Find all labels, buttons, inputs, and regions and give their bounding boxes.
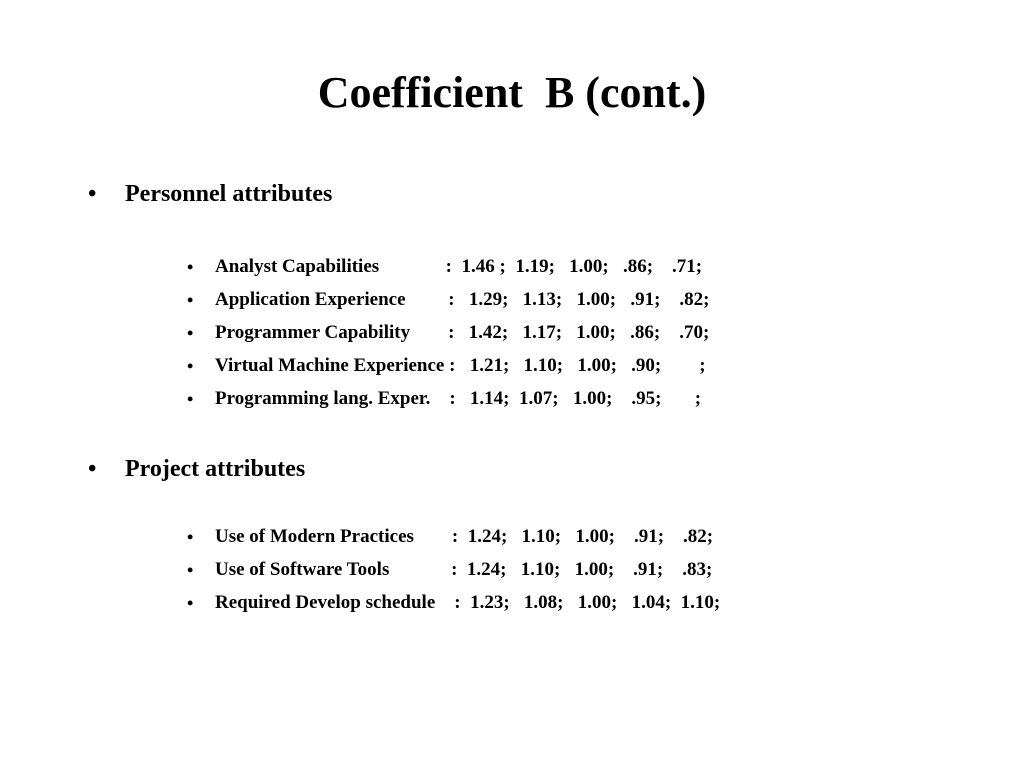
section-heading: Personnel attributes	[125, 181, 333, 207]
bullet-icon: •	[187, 257, 194, 277]
list-item-text: Programming lang. Exper. : 1.14; 1.07; 1.00; .95; ;	[215, 388, 702, 409]
list-item	[0, 590, 1024, 616]
bullet-icon: •	[187, 356, 194, 376]
list-item	[0, 557, 1024, 583]
section-heading-row	[0, 179, 1024, 209]
list-item	[0, 254, 1024, 280]
list-item	[0, 320, 1024, 346]
bullet-icon: •	[187, 560, 194, 580]
bullet-icon: •	[88, 456, 97, 482]
bullet-icon: •	[187, 527, 194, 547]
list-item-text: Use of Software Tools : 1.24; 1.10; 1.00; .91; .83;	[215, 559, 713, 580]
list-item-text: Application Experience : 1.29; 1.13; 1.00; .91; .82;	[215, 289, 710, 310]
section-heading: Project attributes	[125, 456, 306, 482]
bullet-icon: •	[187, 389, 194, 409]
list-item	[0, 524, 1024, 550]
bullet-icon: •	[187, 290, 194, 310]
list-item	[0, 386, 1024, 412]
list-item-text: Virtual Machine Experience : 1.21; 1.10; 1.00; .90; ;	[215, 355, 706, 376]
section-heading-row	[0, 454, 1024, 484]
list-item	[0, 353, 1024, 379]
bullet-icon: •	[88, 181, 97, 207]
bullet-icon: •	[187, 593, 194, 613]
slide-title: Coefficient B (cont.)	[317, 68, 707, 117]
list-item-text: Programmer Capability : 1.42; 1.17; 1.00; .86; .70;	[215, 322, 710, 343]
list-item-text: Required Develop schedule : 1.23; 1.08; 1.00; 1.04; 1.10;	[215, 592, 721, 613]
list-item	[0, 287, 1024, 313]
list-item-text: Use of Modern Practices : 1.24; 1.10; 1.00; .91; .82;	[215, 526, 714, 547]
list-item-text: Analyst Capabilities : 1.46 ; 1.19; 1.00; .86; .71;	[215, 256, 703, 277]
bullet-icon: •	[187, 323, 194, 343]
